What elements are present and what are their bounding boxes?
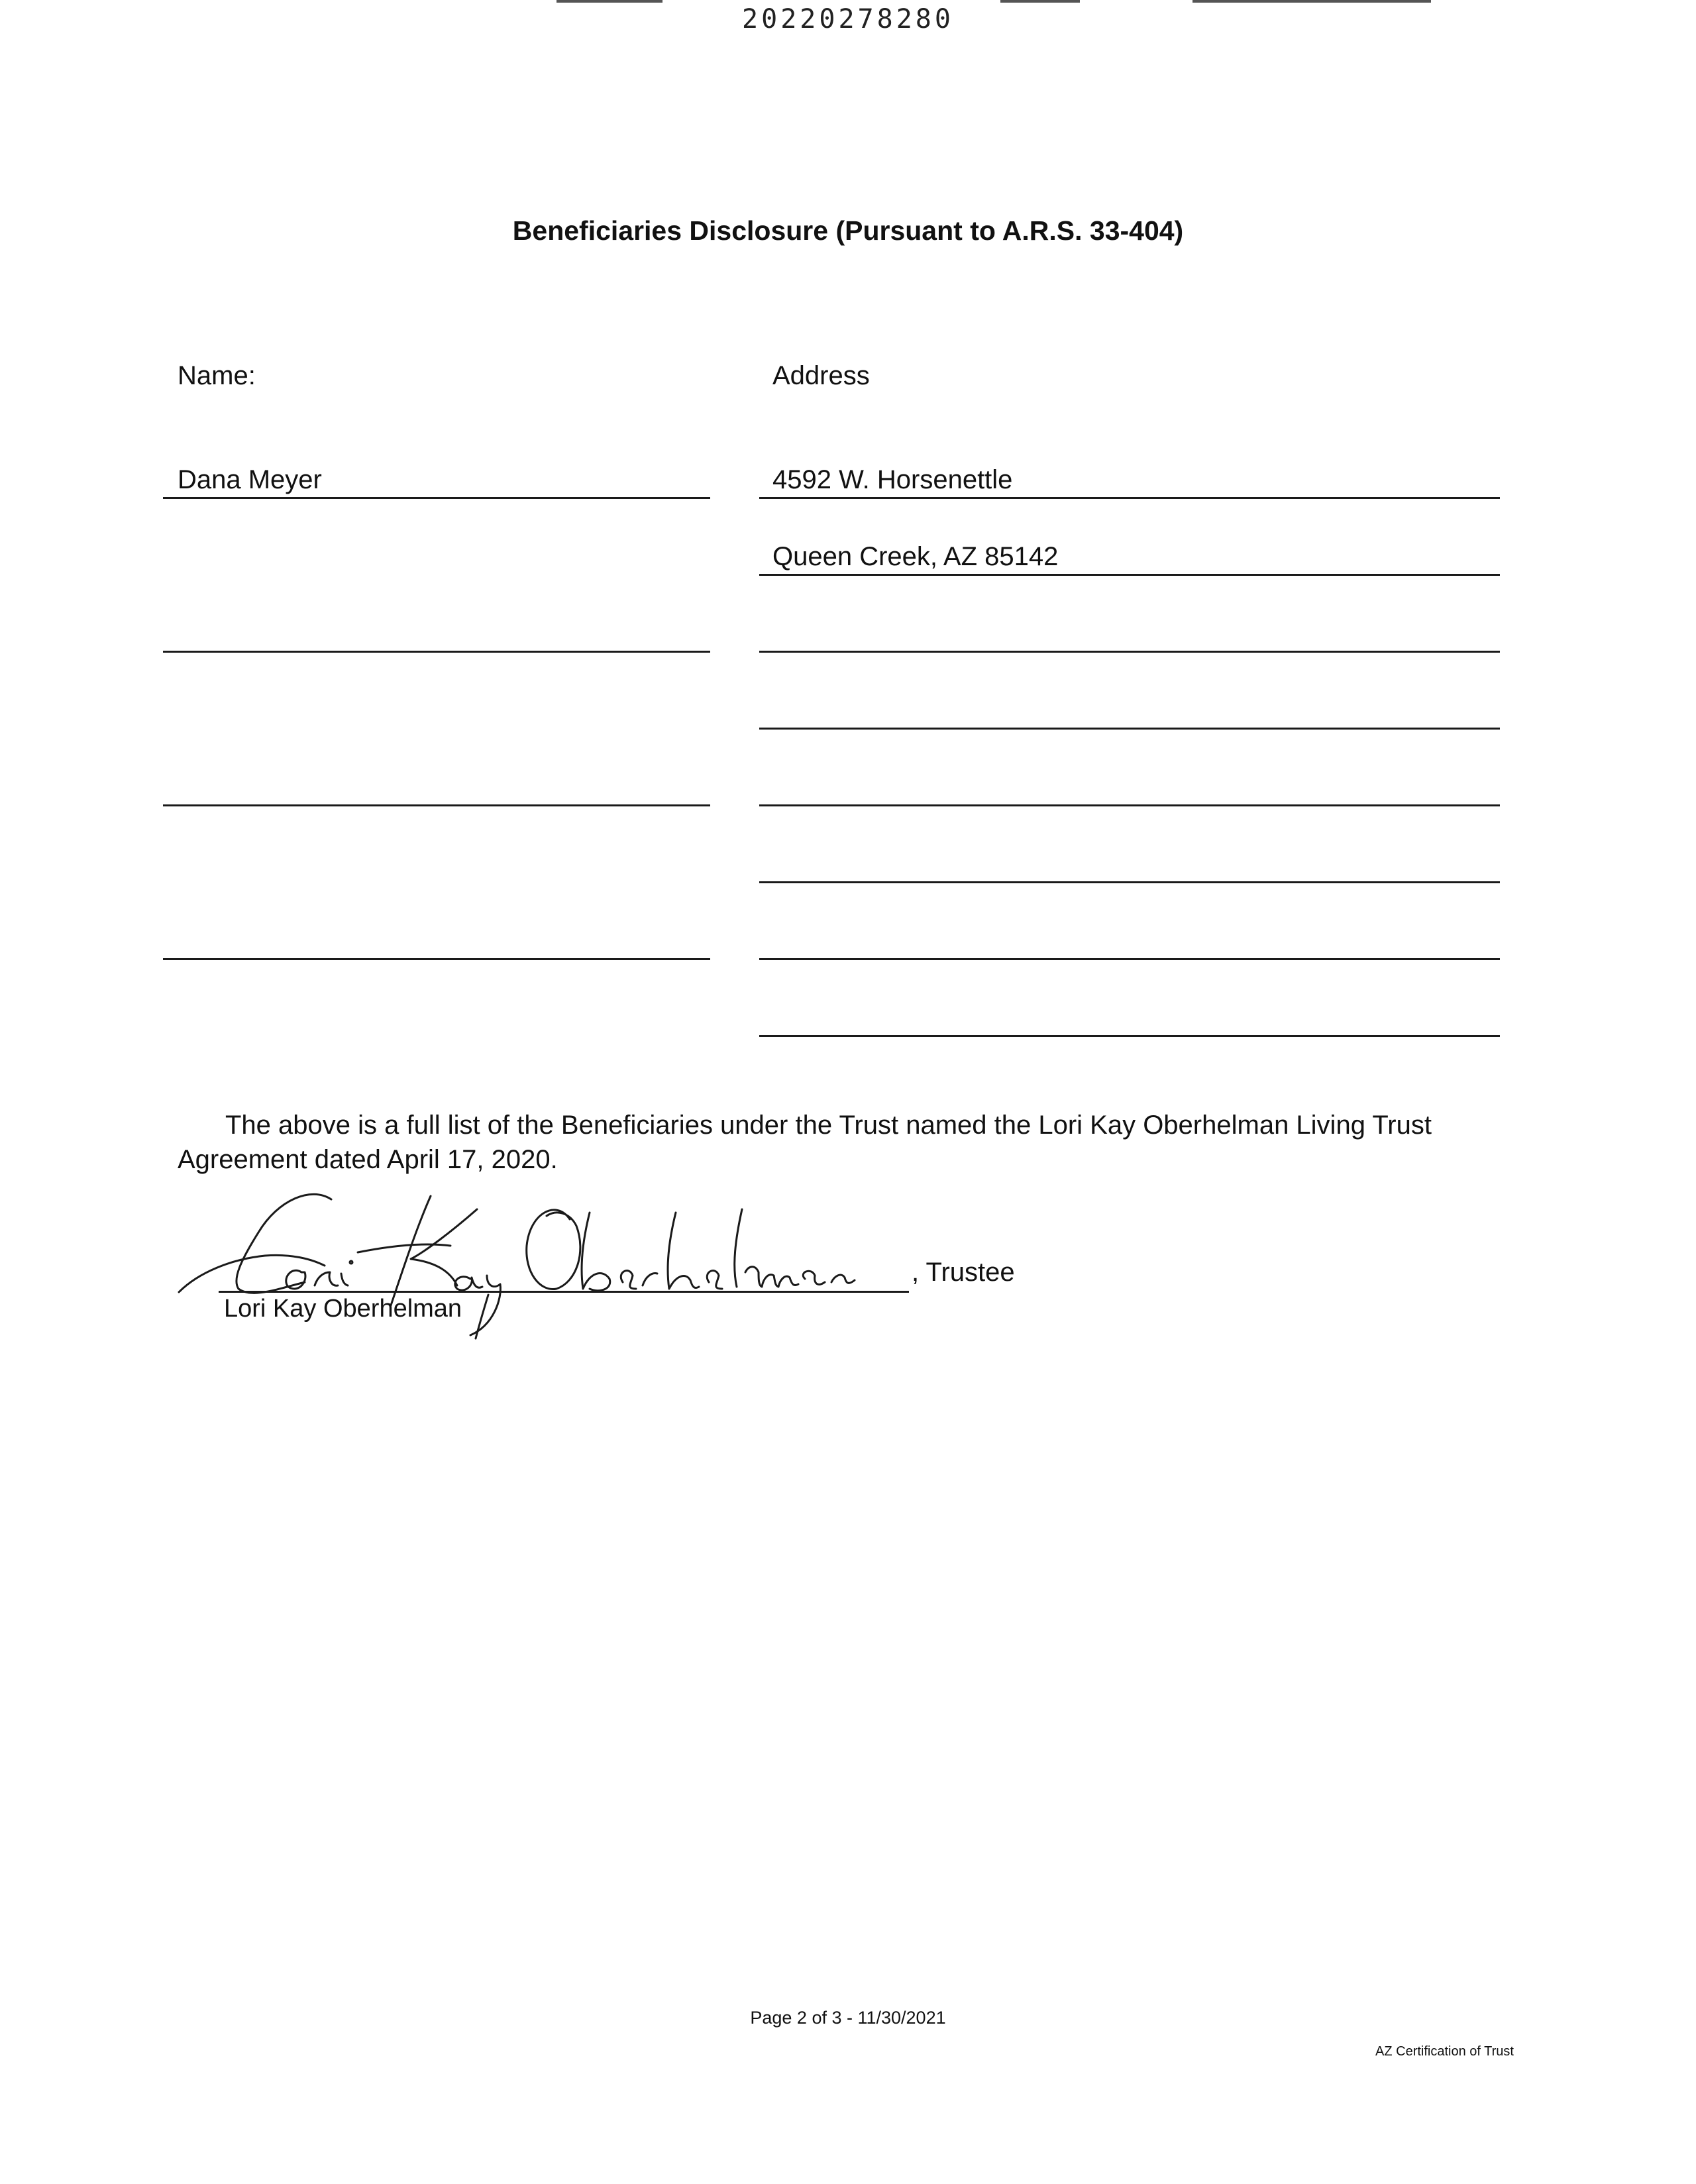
name-line	[163, 651, 710, 653]
page-footer: Page 2 of 3 - 11/30/2021	[750, 2008, 946, 2028]
scan-fragment	[1192, 0, 1431, 3]
document-title: Beneficiaries Disclosure (Pursuant to A.R.S. 33-404)	[512, 215, 1184, 246]
name-column-label: Name:	[178, 361, 256, 390]
signature-line	[219, 1291, 909, 1293]
address-line	[759, 651, 1500, 653]
scan-fragment	[556, 0, 662, 3]
address-line	[759, 881, 1500, 883]
address-line	[759, 958, 1500, 960]
statement-line-2: Agreement dated April 17, 2020.	[178, 1145, 558, 1174]
address-line	[759, 1035, 1500, 1037]
address-line	[759, 574, 1500, 576]
address-line	[759, 804, 1500, 806]
recording-number: 20220278280	[742, 4, 954, 34]
signature-tail-stroke	[472, 1293, 492, 1340]
form-name-footer: AZ Certification of Trust	[1375, 2044, 1514, 2059]
beneficiary-address-line-1: 4592 W. Horsenettle	[772, 465, 1013, 494]
name-line	[163, 497, 710, 499]
beneficiary-statement	[178, 1108, 1503, 1177]
trustee-label: , Trustee	[912, 1258, 1015, 1287]
name-line	[163, 958, 710, 960]
address-column-label: Address	[772, 361, 870, 390]
beneficiary-address-line-2: Queen Creek, AZ 85142	[772, 542, 1059, 571]
signer-printed-name: Lori Kay Oberhelman	[224, 1295, 462, 1323]
beneficiary-name: Dana Meyer	[178, 465, 322, 494]
name-line	[163, 804, 710, 806]
address-line	[759, 728, 1500, 730]
address-line	[759, 497, 1500, 499]
statement-line-1: The above is a full list of the Beneficiaries under the Trust named the Lori Kay Oberhelman Living Trust	[225, 1111, 1432, 1140]
scan-fragment	[1000, 0, 1080, 3]
